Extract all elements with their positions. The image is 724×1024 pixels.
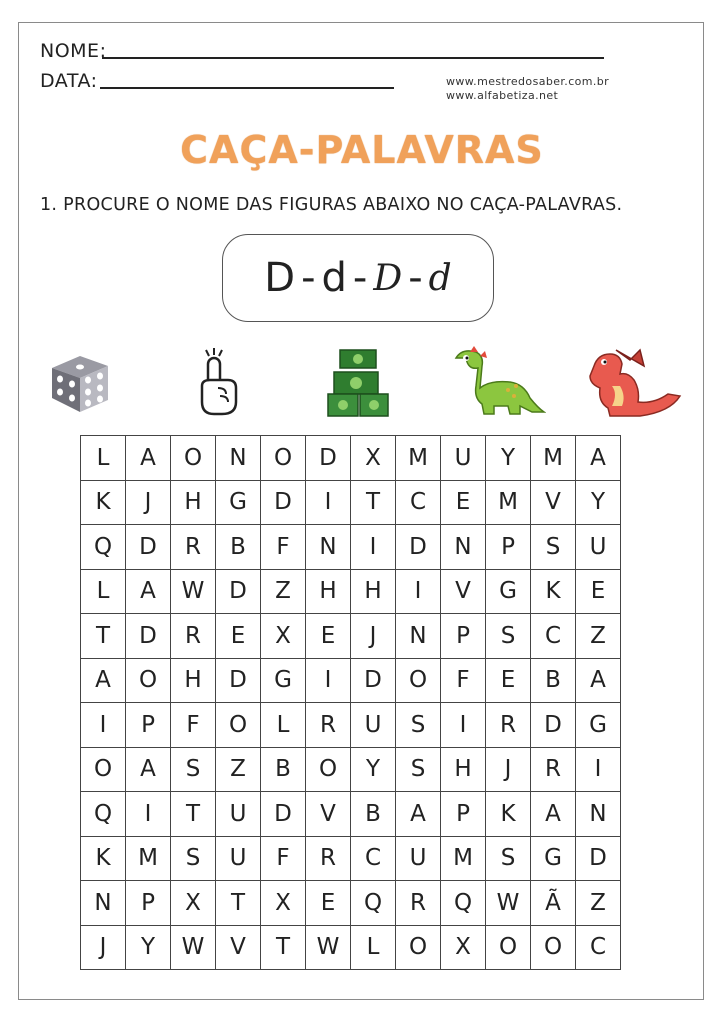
grid-cell[interactable]: O [126,658,171,703]
grid-cell[interactable]: D [531,703,576,748]
grid-cell[interactable]: N [81,881,126,926]
grid-cell[interactable]: H [351,569,396,614]
grid-cell[interactable]: K [81,836,126,881]
grid-cell[interactable]: R [396,881,441,926]
grid-cell[interactable]: F [441,658,486,703]
grid-cell[interactable]: M [126,836,171,881]
grid-cell[interactable]: U [216,836,261,881]
grid-cell[interactable]: W [171,569,216,614]
date-field[interactable] [40,70,98,92]
grid-cell[interactable]: B [351,792,396,837]
grid-row [81,881,621,926]
grid-row [81,792,621,837]
grid-row [81,747,621,792]
grid-cell[interactable]: X [171,881,216,926]
grid-cell[interactable]: Q [351,881,396,926]
grid-cell[interactable]: S [171,747,216,792]
grid-cell[interactable]: K [81,480,126,525]
finger-icon [192,346,244,418]
money-icon [326,348,390,420]
grid-cell[interactable]: R [306,836,351,881]
grid-cell[interactable]: G [486,569,531,614]
grid-cell[interactable]: H [441,747,486,792]
grid-cell[interactable]: W [486,881,531,926]
grid-cell[interactable]: L [81,569,126,614]
grid-cell[interactable]: X [261,881,306,926]
letter-box [222,234,494,322]
grid-cell[interactable]: C [396,480,441,525]
name-line [102,57,604,59]
grid-cell[interactable]: A [126,747,171,792]
grid-cell[interactable]: V [306,792,351,837]
grid-cell[interactable]: P [126,703,171,748]
grid-cell[interactable]: J [126,480,171,525]
grid-cell[interactable]: V [531,480,576,525]
grid-cell[interactable]: N [216,436,261,481]
page-title: CAÇA-PALAVRAS [180,128,544,172]
grid-row [81,480,621,525]
grid-cell[interactable]: E [306,614,351,659]
grid-cell[interactable]: F [261,525,306,570]
grid-cell[interactable]: A [576,436,621,481]
grid-cell[interactable]: Q [81,525,126,570]
grid-cell[interactable]: P [441,614,486,659]
grid-cell[interactable]: R [171,614,216,659]
grid-cell[interactable]: X [441,925,486,970]
grid-cell[interactable]: K [486,792,531,837]
grid-cell[interactable]: O [486,925,531,970]
grid-cell[interactable]: S [531,525,576,570]
grid-cell[interactable]: G [261,658,306,703]
letter-upper: D [264,255,296,301]
grid-cell[interactable]: R [171,525,216,570]
grid-cell[interactable]: R [306,703,351,748]
grid-cell[interactable]: D [261,792,306,837]
grid-cell[interactable]: G [216,480,261,525]
grid-cell[interactable]: D [126,525,171,570]
grid-cell[interactable]: I [306,480,351,525]
grid-cell[interactable]: R [531,747,576,792]
grid-cell[interactable]: G [576,703,621,748]
grid-cell[interactable]: E [216,614,261,659]
grid-cell[interactable]: N [306,525,351,570]
letter-cursive-upper: D [373,257,403,299]
grid-row [81,614,621,659]
dragon-icon [586,346,686,420]
grid-cell[interactable]: F [171,703,216,748]
grid-cell[interactable]: I [441,703,486,748]
grid-cell[interactable]: H [171,658,216,703]
instruction-text: 1. PROCURE O NOME DAS FIGURAS ABAIXO NO CAÇA-PALAVRAS. [40,195,623,215]
grid-cell[interactable]: O [216,703,261,748]
grid-cell[interactable]: L [351,925,396,970]
separator-2: - [352,255,368,301]
grid-cell[interactable]: B [216,525,261,570]
grid-cell[interactable]: S [396,703,441,748]
grid-cell[interactable]: E [441,480,486,525]
grid-row [81,525,621,570]
grid-cell[interactable]: O [531,925,576,970]
grid-cell[interactable]: U [441,436,486,481]
grid-cell[interactable]: T [261,925,306,970]
grid-cell[interactable]: D [261,480,306,525]
grid-cell[interactable]: U [396,836,441,881]
grid-cell[interactable]: J [81,925,126,970]
grid-cell[interactable]: W [306,925,351,970]
grid-cell[interactable]: Z [261,569,306,614]
grid-row [81,836,621,881]
grid-cell[interactable]: T [171,792,216,837]
grid-cell[interactable]: N [396,614,441,659]
grid-cell[interactable]: A [126,569,171,614]
grid-cell[interactable]: O [261,436,306,481]
grid-cell[interactable]: N [441,525,486,570]
grid-cell[interactable]: Q [441,881,486,926]
letter-lower: d [321,255,347,301]
grid-cell[interactable]: S [171,836,216,881]
grid-cell[interactable]: Y [486,436,531,481]
grid-cell[interactable]: I [396,569,441,614]
date-label: DATA: [40,70,98,92]
grid-cell[interactable]: Y [126,925,171,970]
grid-cell[interactable]: S [486,614,531,659]
grid-cell[interactable]: O [171,436,216,481]
grid-cell[interactable]: K [531,569,576,614]
grid-cell[interactable]: P [126,881,171,926]
separator-1: - [301,255,316,301]
grid-cell[interactable]: N [576,792,621,837]
grid-cell[interactable]: O [306,747,351,792]
grid-cell[interactable]: C [531,614,576,659]
grid-cell[interactable]: D [576,836,621,881]
grid-row [81,925,621,970]
grid-cell[interactable]: U [351,703,396,748]
grid-cell[interactable]: E [576,569,621,614]
letter-cursive-lower: d [428,257,452,299]
grid-row [81,569,621,614]
grid-cell[interactable]: S [486,836,531,881]
dice-icon [44,346,116,416]
website-2: www.alfabetiza.net [446,89,559,102]
grid-cell[interactable]: E [306,881,351,926]
name-field[interactable] [40,40,106,62]
grid-cell[interactable]: O [396,658,441,703]
grid-cell[interactable]: I [576,747,621,792]
grid-cell[interactable]: M [441,836,486,881]
grid-cell[interactable]: M [396,436,441,481]
grid-cell[interactable]: P [441,792,486,837]
grid-cell[interactable]: I [306,658,351,703]
grid-cell[interactable]: P [486,525,531,570]
grid-cell[interactable]: F [261,836,306,881]
grid-cell[interactable]: I [81,703,126,748]
grid-cell[interactable]: V [216,925,261,970]
grid-cell[interactable]: T [81,614,126,659]
grid-cell[interactable]: X [351,436,396,481]
grid-cell[interactable]: D [351,658,396,703]
name-label: NOME: [40,40,107,62]
grid-cell[interactable]: E [486,658,531,703]
word-search-grid [80,435,621,970]
grid-cell[interactable]: U [216,792,261,837]
grid-cell[interactable]: A [576,658,621,703]
website-1: www.mestredosaber.com.br [446,75,610,88]
grid-cell[interactable]: Q [81,792,126,837]
grid-cell[interactable]: D [126,614,171,659]
grid-cell[interactable]: X [261,614,306,659]
grid-cell[interactable]: J [351,614,396,659]
grid-cell[interactable]: H [306,569,351,614]
grid-cell[interactable]: Y [351,747,396,792]
grid-cell[interactable]: S [396,747,441,792]
grid-cell[interactable]: C [351,836,396,881]
grid-cell[interactable]: L [81,436,126,481]
grid-cell[interactable]: Y [576,480,621,525]
grid-cell[interactable]: A [126,436,171,481]
grid-cell[interactable]: L [261,703,306,748]
grid-cell[interactable]: Z [576,614,621,659]
grid-cell[interactable]: R [486,703,531,748]
grid-cell[interactable]: D [216,658,261,703]
grid-cell[interactable]: I [126,792,171,837]
grid-cell[interactable]: J [486,747,531,792]
grid-cell[interactable]: T [216,881,261,926]
grid-cell[interactable]: M [531,436,576,481]
grid-cell[interactable]: V [441,569,486,614]
grid-row [81,436,621,481]
grid-cell[interactable]: Ã [531,881,576,926]
grid-cell[interactable]: A [396,792,441,837]
grid-cell[interactable]: O [396,925,441,970]
grid-cell[interactable]: T [351,480,396,525]
grid-cell[interactable]: I [351,525,396,570]
grid-cell[interactable]: Z [216,747,261,792]
grid-cell[interactable]: B [531,658,576,703]
separator-3: - [408,255,423,301]
grid-cell[interactable]: D [306,436,351,481]
grid-row [81,658,621,703]
grid-row [81,703,621,748]
grid-cell[interactable]: C [576,925,621,970]
grid-cell[interactable]: G [531,836,576,881]
grid-cell[interactable]: O [81,747,126,792]
grid-cell[interactable]: B [261,747,306,792]
grid-cell[interactable]: Z [576,881,621,926]
dinosaur-icon [450,346,546,420]
grid-cell[interactable]: U [576,525,621,570]
grid-cell[interactable]: D [396,525,441,570]
grid-cell[interactable]: D [216,569,261,614]
grid-cell[interactable]: W [171,925,216,970]
date-line [100,87,394,89]
grid-cell[interactable]: H [171,480,216,525]
grid-cell[interactable]: A [81,658,126,703]
grid-cell[interactable]: A [531,792,576,837]
grid-cell[interactable]: M [486,480,531,525]
